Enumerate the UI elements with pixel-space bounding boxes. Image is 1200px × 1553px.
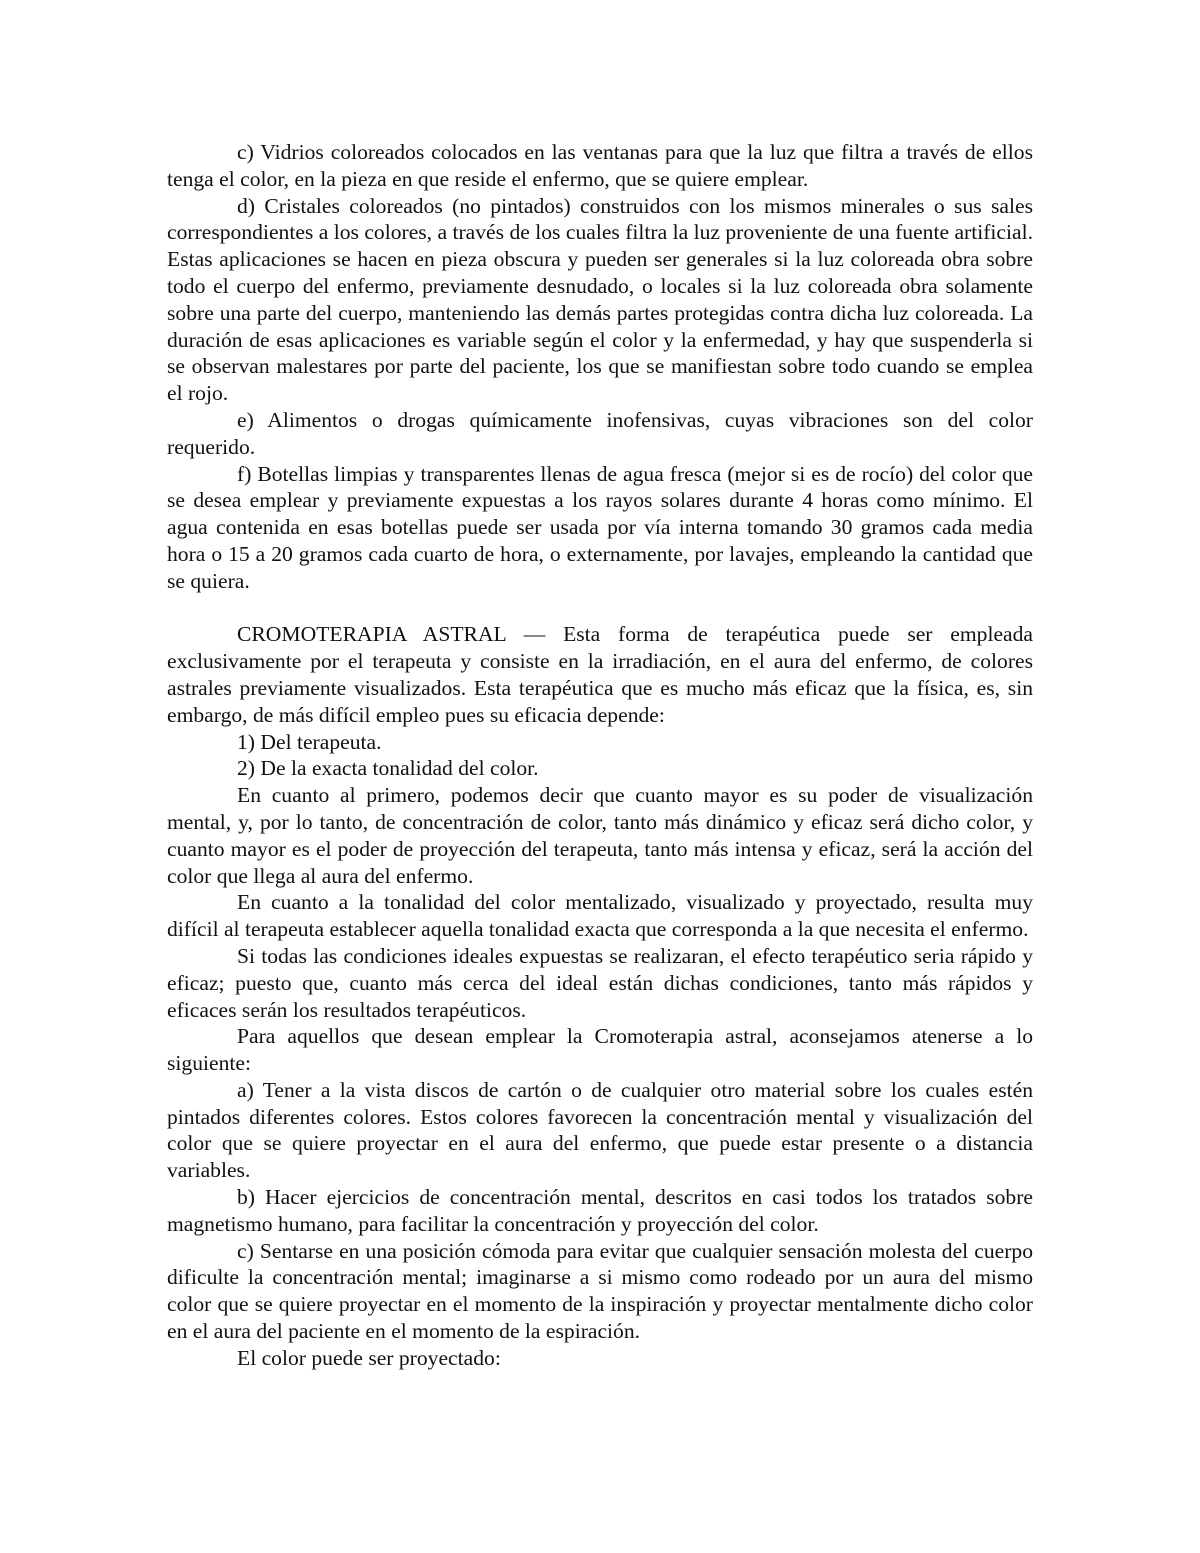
paragraph-e-alimentos: e) Alimentos o drogas químicamente inofensivas, cuyas vibraciones son del color requerido.	[167, 407, 1033, 459]
paragraph-c-vidrios: c) Vidrios coloreados colocados en las ventanas para que la luz que filtra a través de ellos tenga el color, en la pieza en que reside el enfermo, que se quiere emplear.	[167, 140, 1033, 191]
paragraph-aconsejamos: Para aquellos que desean emplear la Cromoterapia astral, aconsejamos atenerse a lo siguiente:	[167, 1024, 1033, 1076]
paragraph-tonalidad: En cuanto a la tonalidad del color mentalizado, visualizado y proyectado, resulta muy difícil al terapeuta establecer aquella tonalidad exacta que corresponda a la que necesita el enfermo.	[167, 890, 1033, 942]
paragraph-condiciones: Si todas las condiciones ideales expuestas se realizaran, el efecto terapéutico seria rápido y eficaz; puesto que, cuanto más cerca del ideal están dichas condiciones, tanto más rápidos y eficaces serán los resultados terapéuticos.	[167, 943, 1033, 1022]
paragraph-item-2: 2) De la exacta tonalidad del color.	[237, 756, 539, 781]
paragraph-proyectado: El color puede ser proyectado:	[237, 1345, 501, 1370]
paragraph-primero: En cuanto al primero, podemos decir que cuanto mayor es su poder de visualización mental, y, por lo tanto, de concentración de color, tanto más dinámico y eficaz será dicho color, y cuanto mayor es el poder de proyección del terapeuta, tanto más intensa y eficaz, será la acción del color que llega al aura del enfermo.	[167, 783, 1033, 888]
paragraph-cromoterapia-astral: CROMOTERAPIA ASTRAL — Esta forma de terapéutica puede ser empleada exclusivamente por el terapeuta y consiste en la irradiación, en el aura del enfermo, de colores astrales previamente visualizados. Esta terapéutica que es mucho más eficaz que la física, es, sin embargo, de más difícil empleo pues su eficacia depende:	[167, 622, 1033, 727]
paragraph-d-cristales: d) Cristales coloreados (no pintados) construidos con los mismos minerales o sus sales correspondientes a los colores, a través de los cuales filtra la luz proveniente de una fuente artificial. Estas aplicaciones se hacen en pieza obscura y pueden ser generales si la luz coloreada obra sobre todo el cuerpo del enfermo, previamente desnudado, o locales si la luz coloreada obra solamente sobre una parte del cuerpo, manteniendo las demás partes protegidas contra dicha luz coloreada. La duración de esas aplicaciones es variable según el color y la enfermedad, y hay que suspenderla si se observan malestares por parte del paciente, los que se manifiestan sobre todo cuando se emplea el rojo.	[167, 193, 1033, 406]
paragraph-item-1: 1) Del terapeuta.	[237, 729, 382, 754]
paragraph-c-sentarse: c) Sentarse en una posición cómoda para evitar que cualquier sensación molesta del cuerpo dificulte la concentración mental; imaginarse a si mismo como rodeado por un aura del mismo color que se quiere proyectar en el momento de la inspiración y proyectar mentalmente dicho color en el aura del paciente en el momento de la espiración.	[167, 1238, 1033, 1344]
paragraph-f-botellas: f) Botellas limpias y transparentes llenas de agua fresca (mejor si es de rocío) del color que se desea emplear y previamente expuestas a los rayos solares durante 4 horas como mínimo. El agua contenida en esas botellas puede ser usada por vía interna tomando 30 gramos cada media hora o 15 a 20 gramos cada cuarto de hora, o externamente, por lavajes, empleando la cantidad que se quiera.	[167, 461, 1033, 593]
paragraph-b-ejercicios: b) Hacer ejercicios de concentración mental, descritos en casi todos los tratados sobre magnetismo humano, para facilitar la concentración y proyección del color.	[167, 1185, 1033, 1236]
document-page	[167, 139, 1033, 1372]
paragraph-a-discos: a) Tener a la vista discos de cartón o de cualquier otro material sobre los cuales estén pintados diferentes colores. Estos colores favorecen la concentración mental y visualización del color que se quiere proyectar en el aura del enfermo, que puede estar presente o a distancia variables.	[167, 1077, 1033, 1183]
